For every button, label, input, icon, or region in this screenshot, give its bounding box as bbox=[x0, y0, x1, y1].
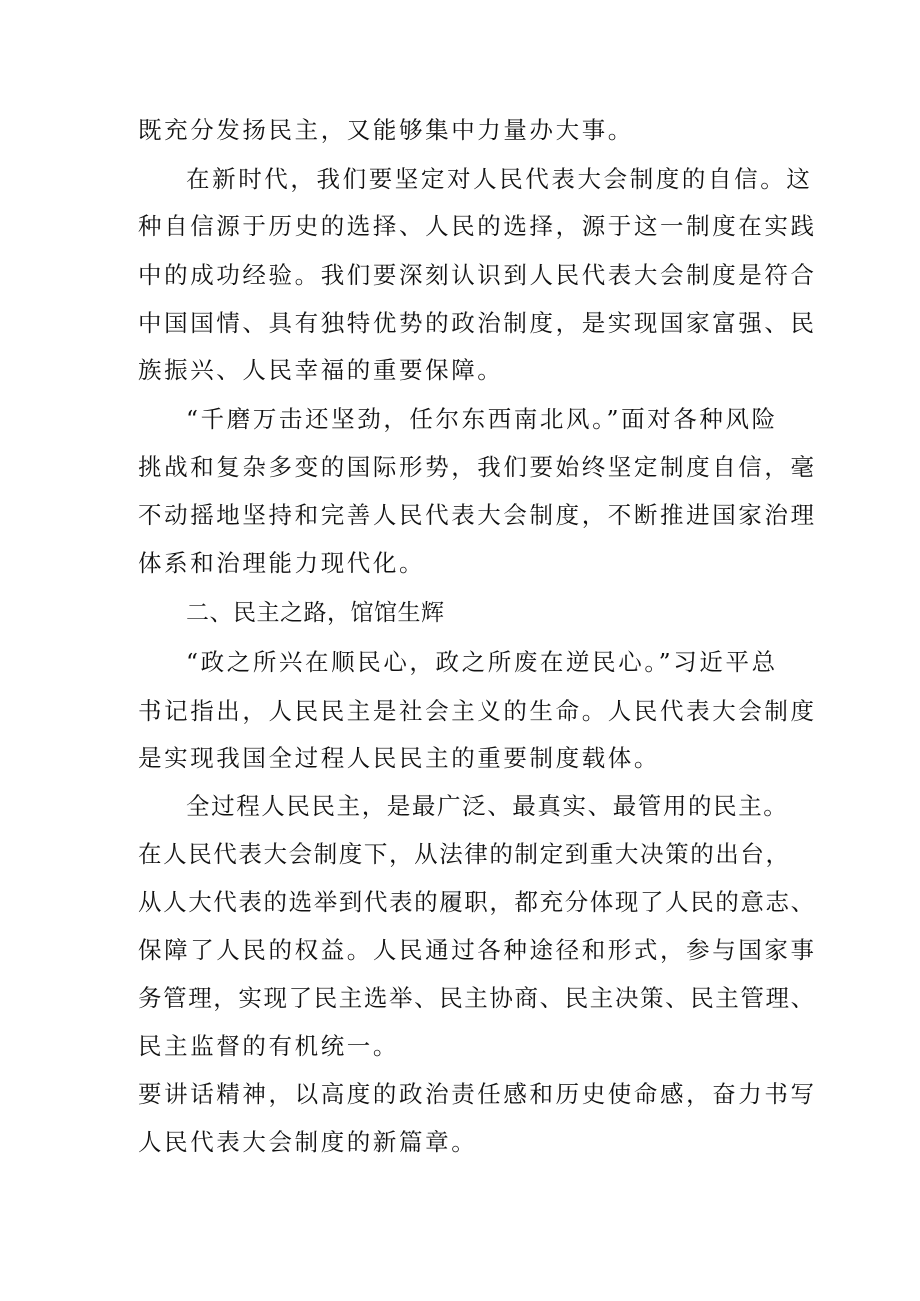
text-line: 民主监督的有机统一。 bbox=[138, 1032, 399, 1060]
text-line: 要讲话精神，以高度的政治责任感和历史使命感，奋力书写 bbox=[138, 1080, 817, 1108]
text-line: 务管理，实现了民主选举、民主协商、民主决策、民主管理、 bbox=[138, 984, 816, 1012]
paragraph-start-line: 全过程人民民主，是最广泛、最真实、最管用的民主。 bbox=[186, 792, 789, 820]
text-line: 是实现我国全过程人民民主的重要制度载体。 bbox=[138, 744, 660, 772]
text-line: 人民代表大会制度的新篇章。 bbox=[138, 1128, 478, 1156]
paragraph-start-line: 在新时代，我们要坚定对人民代表大会制度的自信。这 bbox=[186, 165, 813, 193]
text-line: 体系和治理能力现代化。 bbox=[138, 549, 426, 577]
paragraph-start-line: “政之所兴在顺民心，政之所废在逆民心。”习近平总 bbox=[186, 648, 778, 676]
text-line: 族振兴、人民幸福的重要保障。 bbox=[138, 356, 504, 384]
text-line: 中国国情、具有独特优势的政治制度，是实现国家富强、民 bbox=[138, 309, 817, 337]
text-line: 不动摇地坚持和完善人民代表大会制度，不断推进国家治理 bbox=[138, 501, 817, 529]
section-heading: 二、民主之路，馆馆生辉 bbox=[186, 600, 445, 626]
text-line: 书记指出，人民民主是社会主义的生命。人民代表大会制度 bbox=[138, 697, 817, 725]
text-line: 种自信源于历史的选择、人民的选择，源于这一制度在实践 bbox=[138, 212, 817, 240]
text-line: 在人民代表大会制度下，从法律的制定到重大决策的出台， bbox=[138, 840, 791, 868]
text-line: 既充分发扬民主，又能够集中力量办大事。 bbox=[138, 116, 634, 144]
text-line: 保障了人民的权益。人民通过各种途径和形式，参与国家事 bbox=[138, 936, 817, 964]
paragraph-start-line: “千磨万击还坚劲，任尔东西南北风。”面对各种风险 bbox=[186, 405, 778, 433]
text-line: 中的成功经验。我们要深刻认识到人民代表大会制度是符合 bbox=[138, 261, 817, 289]
text-line: 从人大代表的选举到代表的履职，都充分体现了人民的意志、 bbox=[138, 888, 816, 916]
text-line: 挑战和复杂多变的国际形势，我们要始终坚定制度自信，毫 bbox=[138, 453, 817, 481]
